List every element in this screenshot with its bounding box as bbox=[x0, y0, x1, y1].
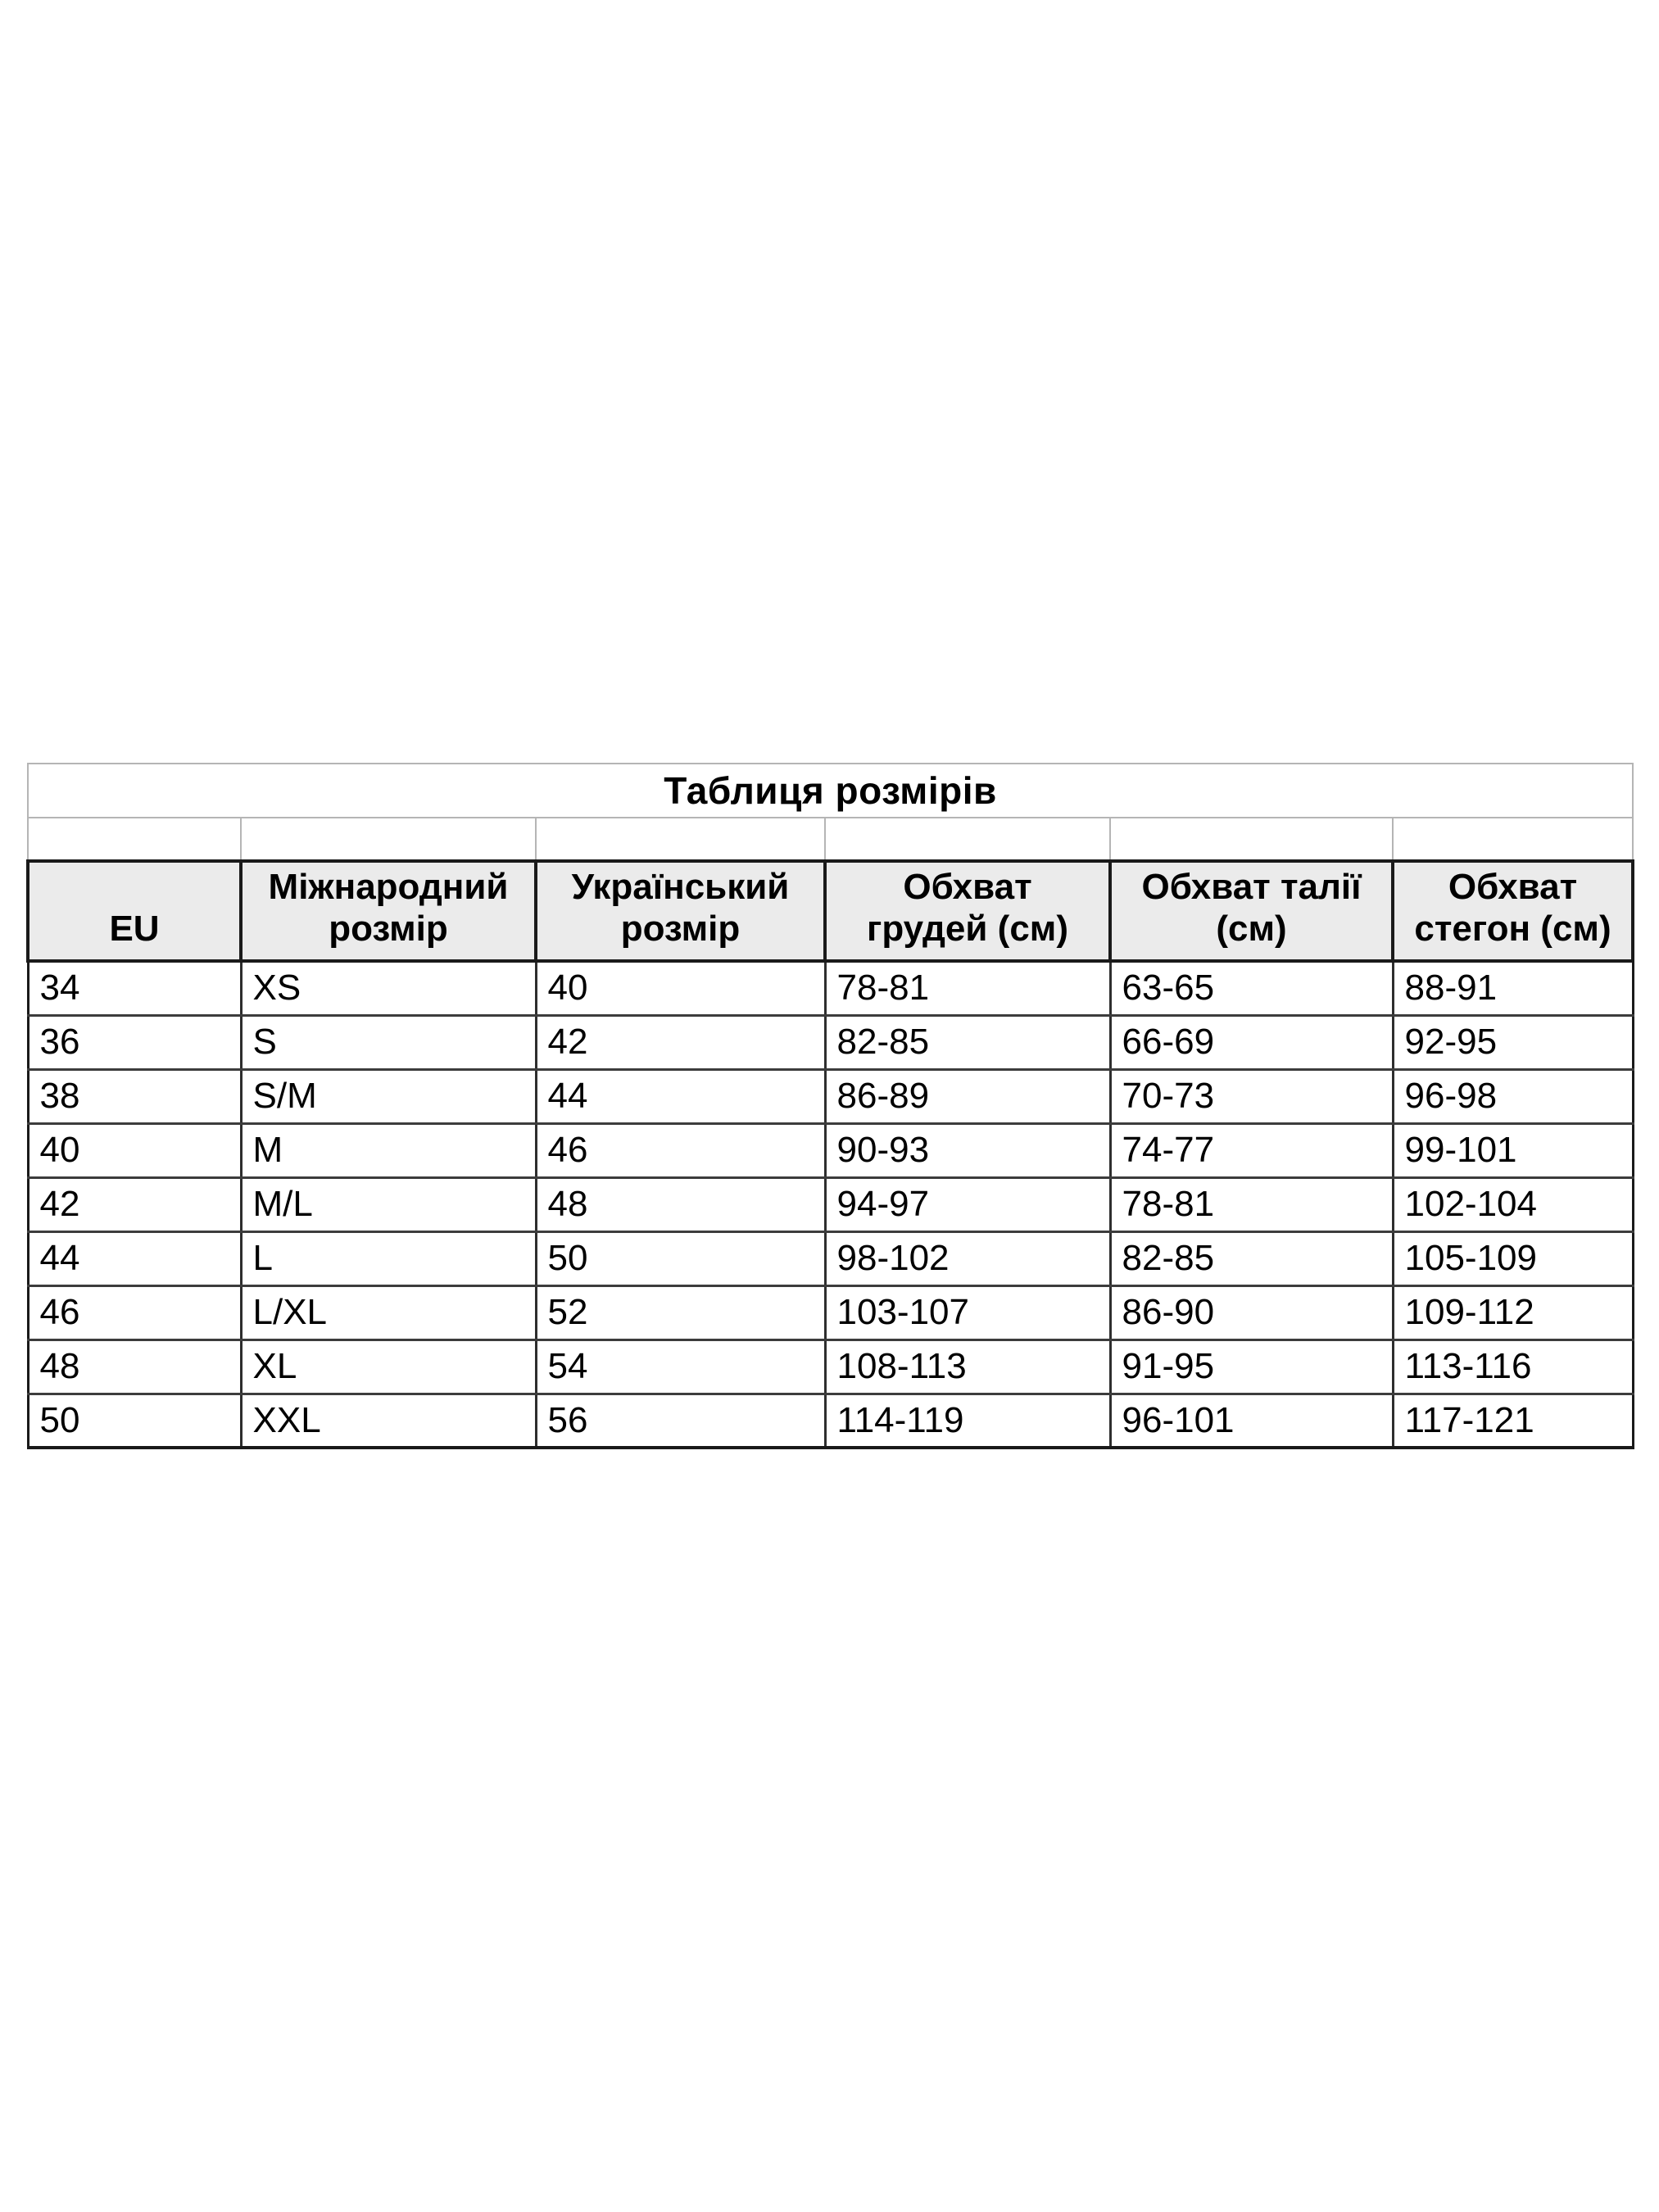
cell-eu: 46 bbox=[28, 1285, 241, 1339]
column-header-ukrainian-size bbox=[536, 861, 825, 961]
cell-chest-cm: 86-89 bbox=[825, 1069, 1110, 1123]
header-row bbox=[28, 861, 1633, 961]
cell-ukrainian-size: 46 bbox=[536, 1123, 825, 1177]
cell-chest-cm: 82-85 bbox=[825, 1015, 1110, 1069]
table-title: Таблиця розмірів bbox=[28, 764, 1633, 818]
cell-international-size: L bbox=[241, 1231, 536, 1285]
cell-ukrainian-size: 40 bbox=[536, 961, 825, 1015]
spacer-cell-ukrainian-size bbox=[536, 818, 825, 861]
cell-chest-cm: 78-81 bbox=[825, 961, 1110, 1015]
cell-international-size: L/XL bbox=[241, 1285, 536, 1339]
cell-eu: 44 bbox=[28, 1231, 241, 1285]
cell-chest-cm: 98-102 bbox=[825, 1231, 1110, 1285]
cell-international-size: S bbox=[241, 1015, 536, 1069]
cell-eu: 38 bbox=[28, 1069, 241, 1123]
cell-waist-cm: 74-77 bbox=[1110, 1123, 1393, 1177]
cell-hips-cm: 109-112 bbox=[1393, 1285, 1633, 1339]
column-header-line: EU bbox=[109, 909, 160, 950]
cell-waist-cm: 96-101 bbox=[1110, 1394, 1393, 1448]
cell-ukrainian-size: 56 bbox=[536, 1394, 825, 1448]
column-header-line: стегон (см) bbox=[1414, 909, 1611, 950]
table-row-eu-36 bbox=[28, 1015, 1633, 1069]
cell-international-size: M bbox=[241, 1123, 536, 1177]
cell-eu: 50 bbox=[28, 1394, 241, 1448]
table-row-eu-44 bbox=[28, 1231, 1633, 1285]
cell-eu: 42 bbox=[28, 1177, 241, 1231]
cell-ukrainian-size: 54 bbox=[536, 1339, 825, 1394]
cell-international-size: XXL bbox=[241, 1394, 536, 1448]
cell-international-size: S/M bbox=[241, 1069, 536, 1123]
cell-hips-cm: 117-121 bbox=[1393, 1394, 1633, 1448]
cell-eu: 34 bbox=[28, 961, 241, 1015]
cell-chest-cm: 114-119 bbox=[825, 1394, 1110, 1448]
size-chart bbox=[26, 763, 1631, 1449]
column-header-hips-cm bbox=[1393, 861, 1633, 961]
cell-hips-cm: 99-101 bbox=[1393, 1123, 1633, 1177]
table-row-eu-50 bbox=[28, 1394, 1633, 1448]
column-header-eu bbox=[28, 861, 241, 961]
spacer-cell-chest-cm bbox=[825, 818, 1110, 861]
column-header-line: Міжнародний bbox=[268, 867, 509, 907]
table-row-eu-48 bbox=[28, 1339, 1633, 1394]
cell-eu: 40 bbox=[28, 1123, 241, 1177]
cell-waist-cm: 63-65 bbox=[1110, 961, 1393, 1015]
spacer-cell-eu bbox=[28, 818, 241, 861]
cell-waist-cm: 82-85 bbox=[1110, 1231, 1393, 1285]
size-table bbox=[26, 763, 1634, 1449]
cell-international-size: XS bbox=[241, 961, 536, 1015]
table-row-eu-46 bbox=[28, 1285, 1633, 1339]
cell-hips-cm: 102-104 bbox=[1393, 1177, 1633, 1231]
column-header-line: розмір bbox=[329, 909, 448, 950]
spacer-cell-hips-cm bbox=[1393, 818, 1633, 861]
cell-international-size: XL bbox=[241, 1339, 536, 1394]
cell-ukrainian-size: 50 bbox=[536, 1231, 825, 1285]
column-header-line: Обхват талії bbox=[1141, 867, 1362, 907]
cell-waist-cm: 78-81 bbox=[1110, 1177, 1393, 1231]
table-row-eu-34 bbox=[28, 961, 1633, 1015]
spacer-cell-waist-cm bbox=[1110, 818, 1393, 861]
table-row-eu-42 bbox=[28, 1177, 1633, 1231]
column-header-line: розмір bbox=[620, 909, 741, 950]
cell-chest-cm: 94-97 bbox=[825, 1177, 1110, 1231]
cell-hips-cm: 113-116 bbox=[1393, 1339, 1633, 1394]
cell-ukrainian-size: 52 bbox=[536, 1285, 825, 1339]
table-title-row bbox=[28, 764, 1633, 818]
column-header-line: Обхват bbox=[903, 867, 1032, 907]
column-header-chest-cm bbox=[825, 861, 1110, 961]
cell-waist-cm: 86-90 bbox=[1110, 1285, 1393, 1339]
cell-hips-cm: 105-109 bbox=[1393, 1231, 1633, 1285]
spacer-cell-international-size bbox=[241, 818, 536, 861]
cell-hips-cm: 92-95 bbox=[1393, 1015, 1633, 1069]
cell-international-size: M/L bbox=[241, 1177, 536, 1231]
cell-hips-cm: 96-98 bbox=[1393, 1069, 1633, 1123]
table-row-eu-40 bbox=[28, 1123, 1633, 1177]
cell-chest-cm: 103-107 bbox=[825, 1285, 1110, 1339]
cell-waist-cm: 91-95 bbox=[1110, 1339, 1393, 1394]
column-header-line: Обхват bbox=[1448, 867, 1578, 907]
cell-waist-cm: 70-73 bbox=[1110, 1069, 1393, 1123]
column-header-line: Український bbox=[571, 867, 790, 907]
cell-ukrainian-size: 44 bbox=[536, 1069, 825, 1123]
spacer-row bbox=[28, 818, 1633, 861]
cell-ukrainian-size: 42 bbox=[536, 1015, 825, 1069]
cell-eu: 36 bbox=[28, 1015, 241, 1069]
cell-eu: 48 bbox=[28, 1339, 241, 1394]
column-header-line: грудей (см) bbox=[867, 909, 1068, 950]
cell-chest-cm: 90-93 bbox=[825, 1123, 1110, 1177]
column-header-line: (см) bbox=[1216, 909, 1287, 950]
cell-waist-cm: 66-69 bbox=[1110, 1015, 1393, 1069]
column-header-international-size bbox=[241, 861, 536, 961]
cell-chest-cm: 108-113 bbox=[825, 1339, 1110, 1394]
table-row-eu-38 bbox=[28, 1069, 1633, 1123]
cell-ukrainian-size: 48 bbox=[536, 1177, 825, 1231]
column-header-waist-cm bbox=[1110, 861, 1393, 961]
cell-hips-cm: 88-91 bbox=[1393, 961, 1633, 1015]
